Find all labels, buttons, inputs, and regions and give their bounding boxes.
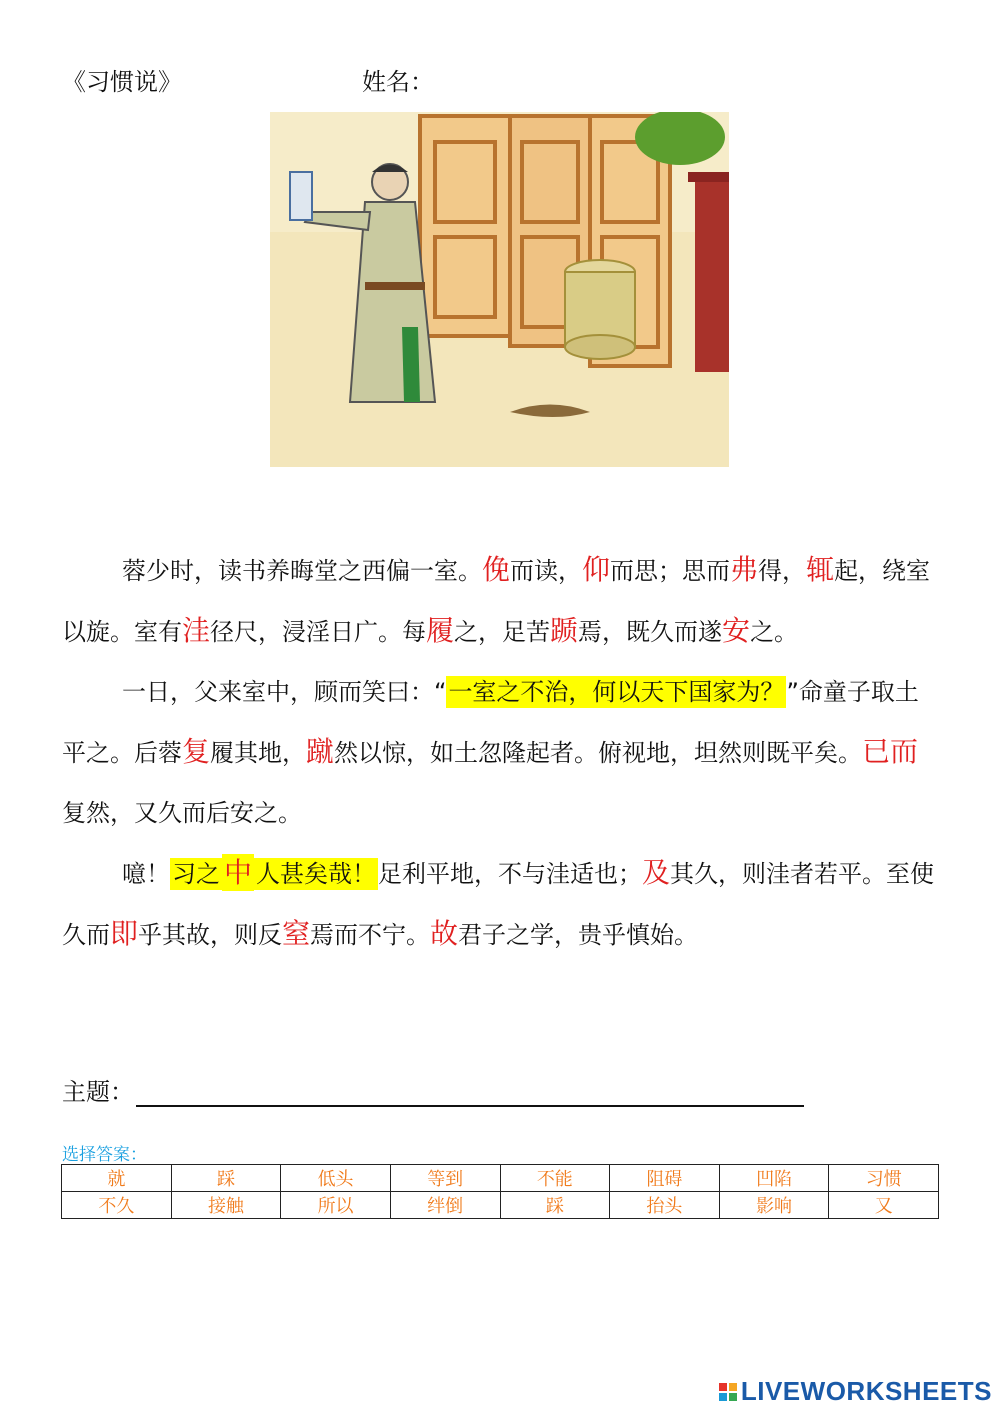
- options-title: 选择答案：: [62, 1145, 147, 1165]
- logo-square: [719, 1383, 727, 1391]
- keyword-highlight: 中: [224, 856, 253, 889]
- text-segment: 起，绕室以旋。室有: [62, 557, 931, 646]
- essay-title: 《习惯说》: [62, 68, 182, 96]
- answer-option[interactable]: 抬头: [610, 1192, 720, 1219]
- keyword-highlight: 窒: [282, 917, 311, 950]
- logo-text: LIVEWORKSHEETS: [740, 1376, 992, 1406]
- sentence-highlight: 一室之不治，何以天下国家为？: [448, 678, 785, 706]
- text-segment: 噫！: [122, 860, 170, 888]
- sentence-highlight: 人甚矣哉！: [256, 860, 377, 888]
- theme-label: 主题：: [62, 1078, 134, 1106]
- text-segment: 径尺，浸淫日广。每: [210, 618, 427, 646]
- text-segment: 足利平地，不与洼适也；: [378, 860, 643, 888]
- answer-option[interactable]: 凹陷: [719, 1165, 829, 1192]
- keyword-highlight: 安: [722, 614, 751, 647]
- answer-option[interactable]: 踩: [171, 1165, 281, 1192]
- text-segment: 蓉少时，读书养晦堂之西偏一室。: [122, 557, 482, 585]
- keyword-highlight: 履: [426, 614, 455, 647]
- text-segment: ”命童子取土平之。后蓉: [62, 678, 919, 767]
- keyword-highlight: 及: [642, 856, 671, 889]
- keyword-highlight: 复: [182, 735, 211, 768]
- answer-option[interactable]: 不能: [500, 1165, 610, 1192]
- text-segment: 焉，既久而遂: [578, 618, 723, 646]
- answer-option[interactable]: 接触: [171, 1192, 281, 1219]
- logo-square: [729, 1393, 737, 1401]
- answer-option[interactable]: 等到: [390, 1165, 500, 1192]
- answer-option[interactable]: 影响: [719, 1192, 829, 1219]
- answer-option[interactable]: 又: [829, 1192, 939, 1219]
- answer-option[interactable]: 绊倒: [390, 1192, 500, 1219]
- answer-option[interactable]: 不久: [62, 1192, 172, 1219]
- keyword-highlight: 故: [430, 917, 459, 950]
- answer-option[interactable]: 所以: [281, 1192, 391, 1219]
- text-segment: 然以惊，如土忽隆起者。俯视地，坦然则既平矣。: [334, 739, 863, 767]
- text-segment: 乎其故，则反: [138, 921, 283, 949]
- text-segment: 焉而不宁。: [310, 921, 431, 949]
- text-segment: 之。: [750, 618, 799, 646]
- theme-answer-line[interactable]: [136, 1079, 804, 1107]
- answer-option[interactable]: 习惯: [829, 1165, 939, 1192]
- liveworksheets-logo: [719, 1376, 992, 1407]
- keyword-highlight: 仰: [582, 553, 611, 586]
- text-segment: 一日，父来室中，顾而笑曰：“: [122, 678, 447, 706]
- text-segment: 履其地，: [210, 739, 307, 767]
- text-segment: 君子之学，贵乎慎始。: [458, 921, 699, 949]
- logo-badge-icon: [719, 1383, 737, 1401]
- logo-square: [729, 1383, 737, 1391]
- text-segment: 其久，则洼者若平。至使久而: [62, 860, 935, 949]
- essay-body: [62, 540, 942, 965]
- name-label: 姓名：: [362, 68, 434, 96]
- worksheet-header: [62, 62, 434, 97]
- sentence-highlight: 习之: [172, 860, 220, 888]
- keyword-highlight: 俛: [482, 553, 511, 586]
- keyword-highlight: 蹴: [306, 735, 335, 768]
- text-segment: 而读，: [510, 557, 583, 585]
- answer-options-table: [61, 1164, 939, 1219]
- paragraph-2: [62, 662, 942, 843]
- options-row: [62, 1165, 939, 1192]
- theme-row: [62, 1072, 804, 1107]
- text-segment: 之，足苦: [454, 618, 551, 646]
- keyword-highlight: 即: [110, 917, 139, 950]
- keyword-highlight: 踬: [550, 614, 579, 647]
- answer-option[interactable]: 踩: [500, 1192, 610, 1219]
- paragraph-3: [62, 843, 942, 965]
- keyword-highlight: 辄: [806, 553, 835, 586]
- answer-option[interactable]: 低头: [281, 1165, 391, 1192]
- answer-option[interactable]: 就: [62, 1165, 172, 1192]
- text-segment: 得，: [758, 557, 807, 585]
- keyword-highlight: 洼: [182, 614, 211, 647]
- answer-option[interactable]: 阻碍: [610, 1165, 720, 1192]
- scholar-illustration: [270, 112, 729, 467]
- keyword-highlight: 已而: [862, 735, 919, 768]
- logo-square: [719, 1393, 727, 1401]
- paragraph-1: [62, 540, 942, 662]
- options-row: [62, 1192, 939, 1219]
- text-segment: 而思；思而: [610, 557, 731, 585]
- keyword-highlight: 弗: [730, 553, 759, 586]
- text-segment: 复然，又久而后安之。: [62, 799, 302, 827]
